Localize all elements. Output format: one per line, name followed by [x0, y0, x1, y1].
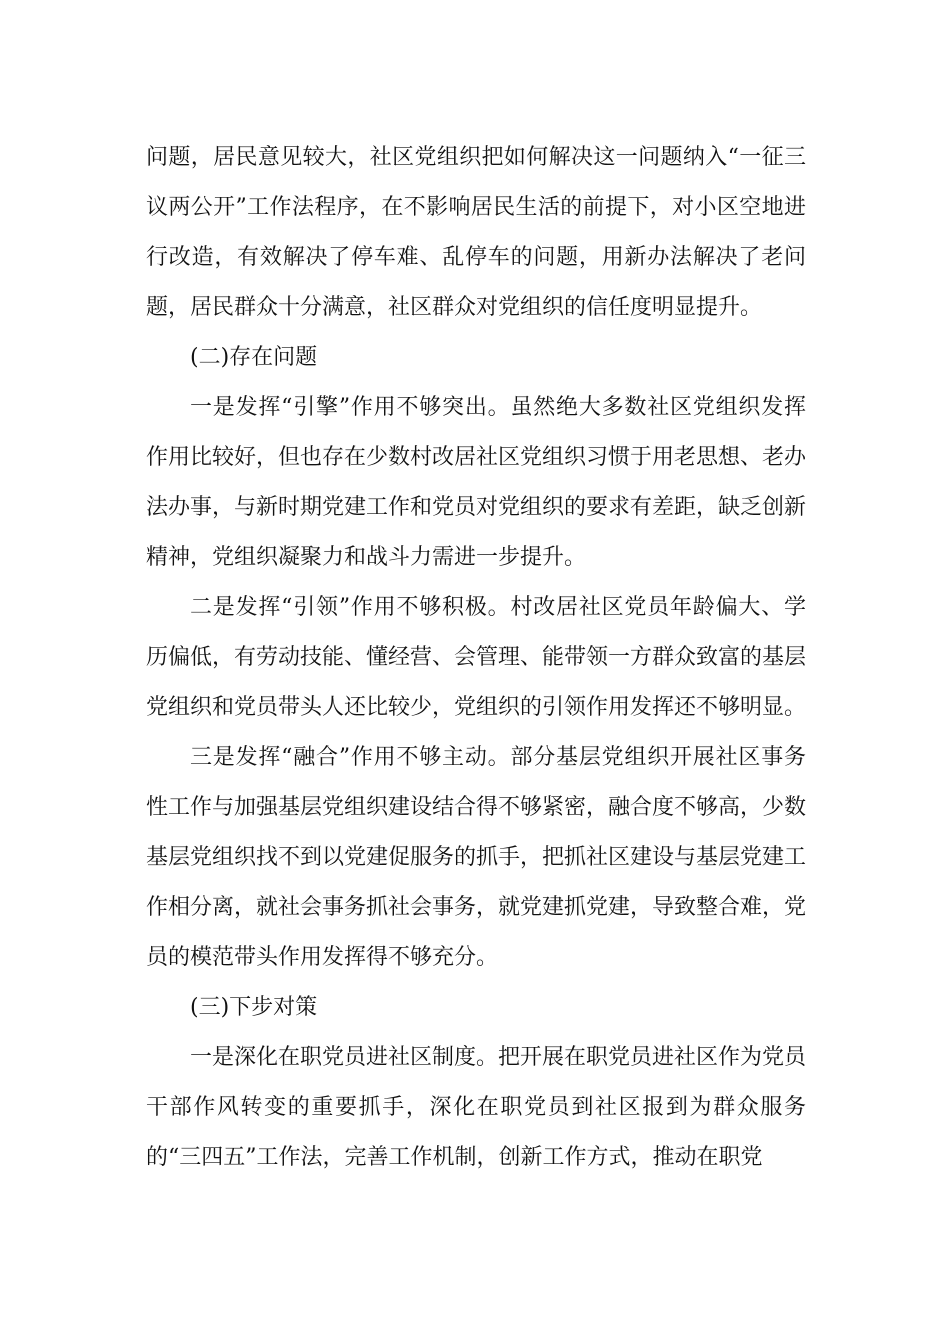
document-body — [146, 133, 806, 1183]
paragraph-problem-2: 二是发挥“引领”作用不够积极。村改居社区党员年龄偏大、学历偏低，有劳动技能、懂经营、会管理、能带领一方群众致富的基层党组织和党员带头人还比较少，党组织的引领作用发挥还不够明显。 — [146, 595, 807, 720]
section-heading-problems: (二)存在问题 — [190, 345, 318, 370]
paragraph-continuation: 问题，居民意见较大，社区党组织把如何解决这一问题纳入“一征三议两公开”工作法程序，在不影响居民生活的前提下，对小区空地进行改造，有效解决了停车难、乱停车的问题，用新办法解决了老问题，居民群众十分满意，社区群众对党组织的信任度明显提升。 — [146, 145, 806, 320]
paragraph-problem-3: 三是发挥“融合”作用不够主动。部分基层党组织开展社区事务性工作与加强基层党组织建设结合得不够紧密，融合度不够高，少数基层党组织找不到以党建促服务的抓手，把抓社区建设与基层党建工作相分离，就社会事务抓社会事务，就党建抓党建，导致整合难，党员的模范带头作用发挥得不够充分。 — [146, 745, 807, 970]
section-heading-measures: (三)下步对策 — [190, 995, 318, 1020]
paragraph-measure-1: 一是深化在职党员进社区制度。把开展在职党员进社区作为党员干部作风转变的重要抓手，深化在职党员到社区报到为群众服务的“三四五”工作法，完善工作机制，创新工作方式，推动在职党 — [146, 1045, 807, 1170]
paragraph-problem-1: 一是发挥“引擎”作用不够突出。虽然绝大多数社区党组织发挥作用比较好，但也存在少数村改居社区党组织习惯于用老思想、老办法办事，与新时期党建工作和党员对党组织的要求有差距，缺乏创新精神，党组织凝聚力和战斗力需进一步提升。 — [146, 395, 807, 570]
